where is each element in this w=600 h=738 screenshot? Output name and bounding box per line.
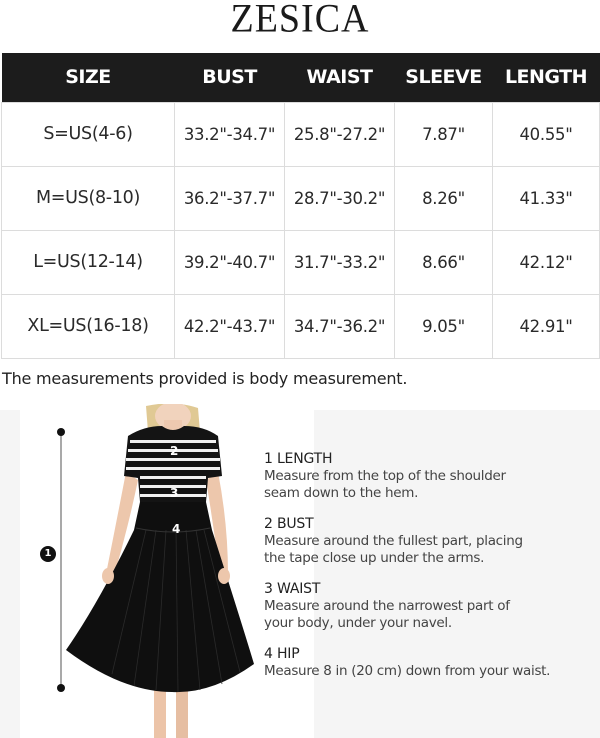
measurement-note: The measurements provided is body measurement. bbox=[2, 369, 408, 388]
cell-sleeve: 8.66" bbox=[395, 230, 493, 294]
instruction-title: 3 WAIST bbox=[264, 581, 321, 597]
cell-bust: 42.2"-43.7" bbox=[175, 294, 285, 358]
instruction-length bbox=[264, 451, 594, 502]
cell-sleeve: 7.87" bbox=[395, 102, 493, 166]
cell-sleeve: 9.05" bbox=[395, 294, 493, 358]
header-waist: WAIST bbox=[285, 53, 395, 102]
cell-waist: 31.7"-33.2" bbox=[285, 230, 395, 294]
instruction-waist bbox=[264, 581, 594, 632]
dress-model-illustration bbox=[62, 404, 262, 738]
hip-marker: 4 bbox=[172, 522, 181, 536]
cell-size: M=US(8-10) bbox=[2, 166, 175, 230]
measurement-figure bbox=[0, 404, 600, 738]
table-row bbox=[2, 230, 600, 294]
left-background-strip bbox=[0, 410, 20, 738]
size-chart-table bbox=[1, 53, 600, 359]
cell-bust: 39.2"-40.7" bbox=[175, 230, 285, 294]
cell-length: 42.91" bbox=[493, 294, 600, 358]
instruction-text: Measure from the top of the shoulder seam down to the hem. bbox=[264, 468, 506, 501]
instruction-title: 2 BUST bbox=[264, 516, 314, 532]
instruction-text: Measure 8 in (20 cm) down from your waist. bbox=[264, 663, 551, 679]
cell-size: S=US(4-6) bbox=[2, 102, 175, 166]
measurement-instructions bbox=[264, 451, 594, 694]
waist-marker: 3 bbox=[170, 486, 179, 500]
instruction-title: 4 HIP bbox=[264, 646, 300, 662]
cell-size: L=US(12-14) bbox=[2, 230, 175, 294]
cell-length: 40.55" bbox=[493, 102, 600, 166]
table-row bbox=[2, 166, 600, 230]
header-size: SIZE bbox=[2, 53, 175, 102]
header-sleeve: SLEEVE bbox=[395, 53, 493, 102]
cell-size: XL=US(16-18) bbox=[2, 294, 175, 358]
cell-length: 42.12" bbox=[493, 230, 600, 294]
table-header-row bbox=[2, 53, 600, 102]
instruction-text: Measure around the fullest part, placing the tape close up under the arms. bbox=[264, 533, 523, 566]
cell-bust: 36.2"-37.7" bbox=[175, 166, 285, 230]
brand-logo: ZESICA bbox=[230, 0, 370, 41]
bust-marker: 2 bbox=[170, 444, 179, 458]
instruction-hip bbox=[264, 646, 594, 680]
instruction-bust bbox=[264, 516, 594, 567]
length-marker-badge: 1 bbox=[40, 546, 56, 562]
header-bust: BUST bbox=[175, 53, 285, 102]
cell-sleeve: 8.26" bbox=[395, 166, 493, 230]
instruction-text: Measure around the narrowest part of your body, under your navel. bbox=[264, 598, 510, 631]
cell-length: 41.33" bbox=[493, 166, 600, 230]
instruction-title: 1 LENGTH bbox=[264, 451, 333, 467]
table-row bbox=[2, 294, 600, 358]
header-length: LENGTH bbox=[493, 53, 600, 102]
table-row bbox=[2, 102, 600, 166]
cell-waist: 34.7"-36.2" bbox=[285, 294, 395, 358]
cell-waist: 28.7"-30.2" bbox=[285, 166, 395, 230]
cell-waist: 25.8"-27.2" bbox=[285, 102, 395, 166]
cell-bust: 33.2"-34.7" bbox=[175, 102, 285, 166]
